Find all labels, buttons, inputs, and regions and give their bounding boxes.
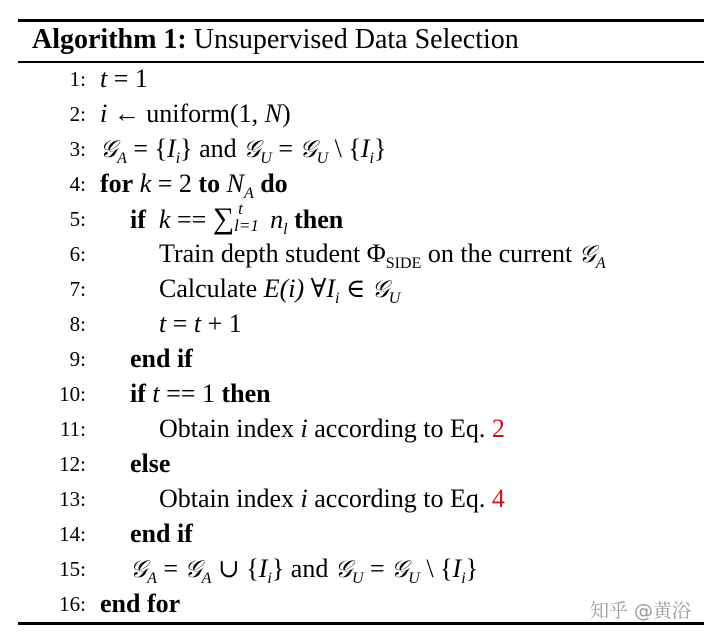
equality: == 1: [166, 379, 215, 408]
sub-i: i: [335, 290, 340, 307]
line-number: 15:: [59, 557, 86, 581]
var-i: i: [300, 484, 308, 513]
line-code: [159, 307, 242, 341]
sub-U: U: [388, 290, 401, 307]
arrow-symbol: ←: [113, 99, 140, 128]
algorithm-name: Unsupervised Data Selection: [193, 24, 519, 55]
sub-A: A: [201, 570, 212, 587]
equality: ==: [176, 205, 207, 234]
set-G: 𝒢: [299, 135, 317, 163]
var-I: I: [360, 134, 370, 163]
var-i: i: [300, 414, 308, 443]
plus-one: + 1: [207, 309, 242, 338]
paren-close: ): [282, 99, 291, 128]
set-G: 𝒢: [184, 555, 202, 583]
algo-line-10: [0, 377, 720, 411]
algo-line-15: [0, 552, 720, 586]
set-G: 𝒢: [334, 555, 352, 583]
sub-i: i: [369, 150, 374, 167]
set-close: }: [374, 134, 387, 163]
line-code: [100, 97, 291, 131]
set-close: }: [271, 554, 285, 583]
text: Obtain index: [159, 414, 295, 443]
keyword-if: if: [130, 379, 146, 408]
set-minus: \ {: [334, 134, 361, 163]
keyword-for: for: [100, 169, 134, 198]
algo-line-11: [0, 412, 720, 446]
algo-line-3: [0, 132, 720, 166]
algo-line-7: [0, 272, 720, 306]
forall-symbol: ∀: [310, 274, 327, 303]
line-number: 9:: [69, 347, 86, 371]
algo-line-5: [0, 199, 720, 238]
algo-line-6: [0, 237, 720, 271]
sub-U: U: [351, 570, 364, 587]
line-number: 5:: [69, 207, 86, 231]
text: according to Eq.: [314, 414, 486, 443]
sub-A: A: [117, 150, 127, 167]
bottom-rule: [18, 622, 704, 625]
line-number: 4:: [69, 172, 86, 196]
line-number: 11:: [59, 417, 86, 441]
var-I: I: [326, 274, 335, 303]
union-open: ∪ {: [217, 554, 259, 583]
var-n: n: [270, 205, 284, 234]
sub-A: A: [595, 255, 606, 272]
algorithm-label: Algorithm 1:: [32, 24, 187, 55]
sum-limits: [234, 199, 270, 236]
set-close: }: [465, 554, 479, 583]
algo-line-2: [0, 97, 720, 131]
line-code: [130, 552, 478, 586]
equals: = 2: [157, 169, 192, 198]
set-minus: \ {: [426, 554, 453, 583]
equals: =: [172, 309, 188, 338]
uniform-fn: uniform(1,: [146, 99, 259, 128]
algo-line-13: [0, 482, 720, 516]
keyword-to: to: [198, 169, 221, 198]
keyword-else: else: [130, 449, 171, 478]
keyword-end-for: end for: [100, 589, 181, 618]
line-number: 8:: [69, 312, 86, 336]
set-G: 𝒢: [578, 240, 596, 268]
var-I: I: [258, 554, 268, 583]
and-text: and: [199, 134, 237, 163]
algo-line-1: [0, 62, 720, 96]
line-number: 7:: [69, 277, 86, 301]
in-symbol: ∈: [345, 274, 366, 303]
var-N: N: [264, 99, 282, 128]
set-G: 𝒢: [371, 275, 389, 303]
var-N: N: [226, 169, 244, 198]
sub-U: U: [408, 570, 420, 587]
var-k: k: [139, 169, 152, 198]
var-i: i: [100, 99, 108, 128]
equation-ref-link[interactable]: 4: [491, 484, 505, 513]
sum-lower: l=1: [234, 216, 259, 235]
text: Train depth student: [159, 239, 361, 268]
keyword-then: then: [294, 205, 344, 234]
sub-A: A: [243, 185, 254, 202]
set-open: = {: [133, 134, 168, 163]
line-number: 10:: [59, 382, 86, 406]
set-G: 𝒢: [243, 135, 261, 163]
sub-i: i: [175, 150, 181, 167]
var-I: I: [167, 134, 176, 163]
equals: =: [163, 554, 179, 583]
line-code: [159, 237, 606, 271]
text: Obtain index: [159, 484, 295, 513]
keyword-end-if: end if: [130, 519, 193, 548]
sub-side: SIDE: [385, 255, 422, 272]
algorithm-title: [32, 23, 519, 57]
text: according to Eq.: [314, 484, 486, 513]
line-code: [159, 412, 505, 446]
sub-l: l: [283, 221, 288, 238]
equals: =: [278, 134, 294, 163]
sub-i: i: [267, 570, 272, 587]
algo-line-9: [0, 342, 720, 376]
keyword-if: if: [130, 205, 146, 234]
line-code: [100, 167, 288, 201]
line-number: 6:: [69, 242, 86, 266]
equation-ref-link[interactable]: 2: [491, 414, 505, 443]
line-number: 16:: [59, 592, 86, 616]
equals: =: [370, 554, 385, 583]
algo-line-8: [0, 307, 720, 341]
set-G: 𝒢: [100, 135, 118, 163]
set-G: 𝒢: [391, 555, 409, 583]
var-t: t: [159, 309, 167, 338]
set-close: }: [180, 134, 193, 163]
assign-expr: = 1: [113, 64, 148, 93]
var-t: t: [100, 64, 108, 93]
top-rule: [18, 19, 704, 22]
line-code: [100, 132, 386, 166]
var-E: E: [263, 274, 280, 303]
text: on the current: [427, 239, 573, 268]
sum-upper: t: [238, 199, 243, 218]
line-number: 3:: [69, 137, 86, 161]
var-t: t: [193, 309, 202, 338]
line-code: [159, 272, 400, 306]
arg: (i): [279, 274, 305, 303]
keyword-then: then: [221, 379, 271, 408]
watermark: 知乎 @黄浴: [590, 600, 692, 622]
line-number: 12:: [59, 452, 86, 476]
line-number: 13:: [59, 487, 86, 511]
set-G: 𝒢: [130, 555, 148, 583]
keyword-end-if: end if: [130, 344, 193, 373]
algo-line-4: [0, 167, 720, 201]
sum-symbol: ∑: [212, 202, 235, 235]
line-code: [159, 482, 505, 516]
and-text: and: [290, 554, 329, 583]
sub-A: A: [147, 570, 157, 587]
sub-i: i: [461, 570, 466, 587]
algo-line-14: [0, 517, 720, 551]
line-number: 1:: [69, 67, 86, 91]
line-number: 2:: [69, 102, 86, 126]
var-k: k: [158, 205, 171, 234]
line-code: [130, 377, 271, 411]
line-number: 14:: [59, 522, 86, 546]
keyword-do: do: [260, 169, 288, 198]
line-code: [100, 62, 148, 96]
sub-U: U: [260, 150, 272, 167]
line-code: [130, 199, 344, 238]
algo-line-12: [0, 447, 720, 481]
text: Calculate: [159, 274, 258, 303]
phi-symbol: Φ: [366, 239, 386, 268]
var-t: t: [152, 379, 160, 408]
sub-U: U: [316, 150, 329, 167]
var-I: I: [452, 554, 462, 583]
